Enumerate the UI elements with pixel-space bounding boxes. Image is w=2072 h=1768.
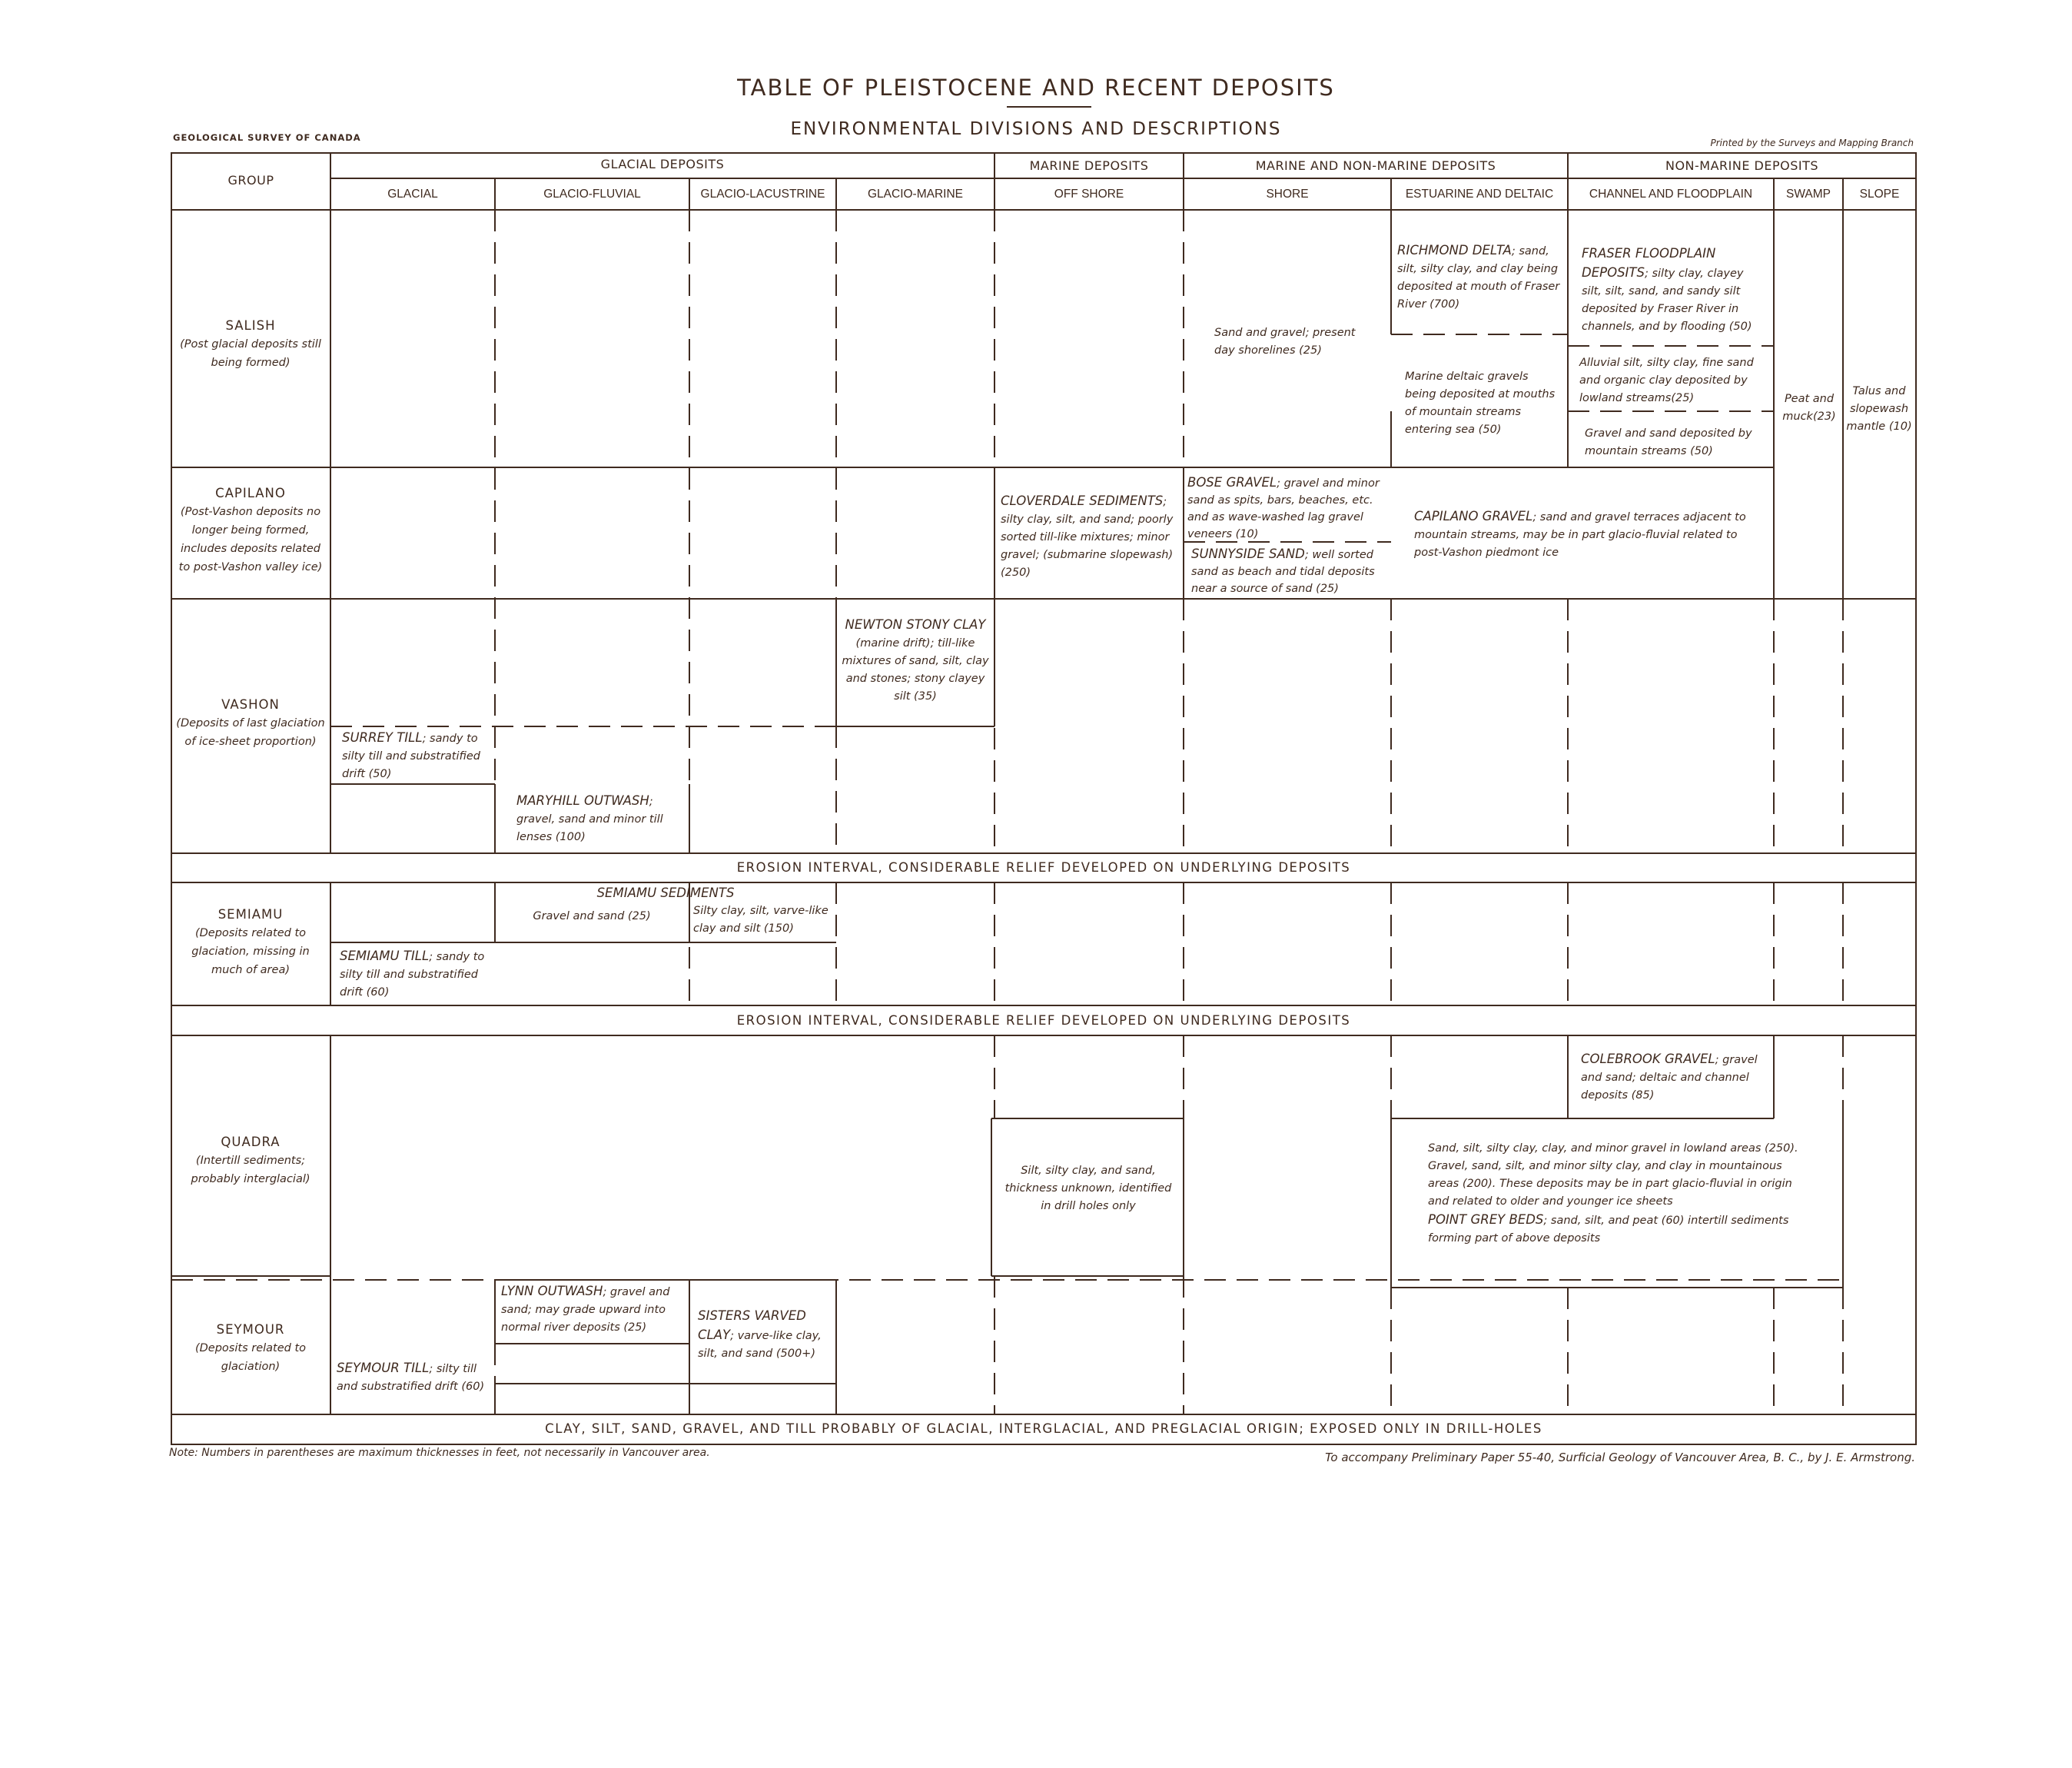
header-glacial: GLACIAL — [387, 188, 438, 201]
header-non-marine: NON-MARINE DEPOSITS — [1665, 158, 1819, 173]
fraser-floodplain — [1582, 244, 1766, 336]
accompany-note: To accompany Preliminary Paper 55-40, Surficial Geology of Vancouver Area, B. C., by J. E. Armstrong. — [1325, 1451, 1915, 1464]
quadra-sediments — [1428, 1140, 1812, 1248]
header-group: GROUP — [227, 173, 274, 188]
header-swamp: SWAMP — [1786, 188, 1831, 201]
header-marine-deposits: MARINE DEPOSITS — [1029, 158, 1149, 173]
colebrook-gravel — [1581, 1050, 1765, 1105]
semiamu-till — [340, 947, 490, 1002]
group-name: CAPILANO — [215, 486, 286, 500]
deposit-desc: ; silty till and substratified drift (60) — [337, 1363, 485, 1393]
peat-muck: Peat and muck(23) — [1782, 393, 1836, 423]
header-glacio-marine: GLACIO-MARINE — [867, 188, 963, 201]
talus-slopewash: Talus and slopewash mantle (10) — [1846, 385, 1912, 433]
deposit-name: SEMIAMU TILL — [340, 949, 430, 963]
group-name: QUADRA — [221, 1135, 281, 1149]
drill-holes-band: CLAY, SILT, SAND, GRAVEL, AND TILL PROBABLY OF GLACIAL, INTERGLACIAL, AND PREGLACIAL ORIGIN; EXPOSED ONLY IN DRILL-HOLES — [545, 1421, 1542, 1436]
surrey-till — [342, 729, 488, 783]
sisters-varved-clay — [698, 1307, 830, 1363]
marine-deltaic: Marine deltaic gravels being deposited at mouths of mountain streams entering sea (50) — [1405, 371, 1556, 436]
deposit-name: SUNNYSIDE SAND — [1191, 547, 1305, 561]
header-glacio-fluvial: GLACIO-FLUVIAL — [543, 188, 641, 201]
maryhill-outwash — [516, 792, 674, 846]
group-seymour — [175, 1321, 326, 1376]
page-title: TABLE OF PLEISTOCENE AND RECENT DEPOSITS — [737, 75, 1335, 101]
page-subtitle: ENVIRONMENTAL DIVISIONS AND DESCRIPTIONS — [790, 119, 1282, 139]
group-salish — [175, 317, 326, 372]
deposit-desc: ; sand and gravel terraces adjacent to mountain streams, may be in part glacio-fluvial related to post-Vashon piedmont ice — [1414, 511, 1746, 559]
header-glacio-lacustrine: GLACIO-LACUSTRINE — [700, 188, 825, 201]
semiamu-gravel: Gravel and sand (25) — [533, 910, 651, 922]
capilano-gravel — [1414, 507, 1752, 562]
group-name: SALISH — [225, 318, 276, 333]
deposit-desc: ; sandy to silty till and substratified drift (60) — [340, 951, 485, 999]
alluvial-silt: Alluvial silt, silty clay, fine sand and organic clay deposited by lowland streams(25) — [1579, 357, 1754, 404]
richmond-delta — [1397, 241, 1562, 314]
deposit-desc: ; sand, silt, silty clay, and clay being deposited at mouth of Fraser River (700) — [1397, 245, 1560, 311]
newton-stony-clay — [838, 616, 993, 706]
group-desc: (Post glacial deposits still being formed) — [180, 338, 321, 369]
group-quadra — [175, 1133, 326, 1188]
group-capilano — [175, 484, 326, 577]
solid-lines — [171, 153, 1916, 1444]
group-desc: (Deposits of last glaciation of ice-sheet proportion) — [176, 717, 325, 748]
deposit-name: SISTERS VARVED CLAY — [698, 1308, 806, 1342]
seymour-till — [337, 1359, 490, 1396]
group-semiamu — [175, 906, 326, 979]
deposit-name: LYNN OUTWASH — [501, 1284, 603, 1298]
deposit-name: FRASER FLOODPLAIN DEPOSITS — [1582, 246, 1716, 280]
deposit-name: BOSE GRAVEL — [1187, 475, 1277, 490]
erosion-interval-2: EROSION INTERVAL, CONSIDERABLE RELIEF DEVELOPED ON UNDERLYING DEPOSITS — [736, 1013, 1351, 1028]
deposit-desc: Sand, silt, silty clay, clay, and minor gravel in lowland areas (250). Gravel, sand, silt, and minor silty clay, and clay in mountainous areas (200). These deposits may be in part glacio-fluvial in origin and related to older and younger ice sheets — [1428, 1142, 1798, 1208]
cloverdale-sediments — [1001, 492, 1177, 582]
deposit-desc: ; gravel and sand; deltaic and channel deposits (85) — [1581, 1054, 1758, 1102]
group-desc: (Post-Vashon deposits no longer being formed, includes deposits related to post-Vashon valley ice) — [178, 506, 323, 573]
group-desc: (Deposits related to glaciation, missing in much of area) — [191, 927, 310, 976]
deposit-name: CLOVERDALE SEDIMENTS — [1001, 494, 1164, 508]
deposit-desc: ; gravel and minor sand as spits, bars, beaches, etc. and as wave-washed lag gravel veneers (10) — [1187, 477, 1380, 540]
table-border — [171, 153, 1916, 1444]
group-vashon — [175, 696, 326, 751]
deposit-name: SEYMOUR TILL — [337, 1361, 430, 1375]
group-desc: (Intertill sediments; probably interglacial) — [191, 1155, 310, 1185]
deposit-desc: (marine drift); till-like mixtures of sand, silt, clay and stones; stony clayey silt (35) — [842, 637, 989, 703]
deposit-desc: ; sand, silt, and peat (60) intertill sediments forming part of above deposits — [1428, 1215, 1789, 1245]
deposit-desc: ; silty clay, clayey silt, silt, sand, and sandy silt deposited by Fraser River in channels, and by flooding (50) — [1582, 268, 1752, 333]
deposit-name: NEWTON STONY CLAY — [845, 617, 986, 632]
deposit-name: CAPILANO GRAVEL — [1414, 509, 1533, 523]
salish-shore: Sand and gravel; present day shorelines (25) — [1214, 327, 1356, 357]
erosion-interval-1: EROSION INTERVAL, CONSIDERABLE RELIEF DEVELOPED ON UNDERLYING DEPOSITS — [736, 860, 1351, 875]
survey-label: GEOLOGICAL SURVEY OF CANADA — [173, 132, 361, 143]
header-shore: SHORE — [1266, 188, 1309, 201]
footnote: Note: Numbers in parentheses are maximum thicknesses in feet, not necessarily in Vancouver area. — [169, 1447, 710, 1459]
deposit-name: SURREY TILL — [342, 730, 423, 745]
deposit-desc: ; sandy to silty till and substratified drift (50) — [342, 733, 480, 780]
group-name: SEYMOUR — [216, 1322, 285, 1337]
group-name: VASHON — [221, 697, 280, 712]
header-slope: SLOPE — [1859, 188, 1900, 201]
deposit-desc: ; gravel, sand and minor till lenses (100) — [516, 796, 663, 843]
bose-gravel — [1187, 474, 1389, 543]
deposit-desc: ; well sorted sand as beach and tidal deposits near a source of sand (25) — [1191, 549, 1375, 595]
point-grey-beds: POINT GREY BEDS — [1428, 1212, 1544, 1227]
group-name: SEMIAMU — [217, 907, 284, 922]
header-glacial-deposits: GLACIAL DEPOSITS — [600, 157, 725, 171]
printed-by: Printed by the Surveys and Mapping Branch — [1710, 138, 1914, 148]
deposit-desc: ; silty clay, silt, and sand; poorly sorted till-like mixtures; minor gravel; (submarine slopewash) (250) — [1001, 496, 1174, 579]
quadra-offshore: Silt, silty clay, and sand, thickness unknown, identified in drill holes only — [1004, 1165, 1172, 1212]
semiamu-sediments-label: SEMIAMU SEDIMENTS — [596, 886, 735, 900]
header-off-shore: OFF SHORE — [1054, 188, 1124, 201]
lynn-outwash — [501, 1282, 686, 1337]
header-marine-non-marine: MARINE AND NON-MARINE DEPOSITS — [1255, 158, 1496, 173]
header-channel: CHANNEL AND FLOODPLAIN — [1589, 188, 1753, 201]
deposit-desc: ; gravel and sand; may grade upward into normal river deposits (25) — [501, 1286, 670, 1334]
sunnyside-sand — [1191, 546, 1383, 597]
semiamu-silty: Silty clay, silt, varve-like clay and silt (150) — [693, 905, 828, 935]
deposit-name: RICHMOND DELTA — [1397, 243, 1512, 258]
deposit-desc: ; varve-like clay, silt, and sand (500+) — [698, 1330, 822, 1360]
gravel-sand-mountain: Gravel and sand deposited by mountain streams (50) — [1585, 427, 1752, 457]
deposit-name: MARYHILL OUTWASH — [516, 793, 649, 808]
header-estuarine: ESTUARINE AND DELTAIC — [1405, 188, 1554, 201]
deposit-name: COLEBROOK GRAVEL — [1581, 1052, 1715, 1066]
group-desc: (Deposits related to glaciation) — [194, 1342, 307, 1373]
